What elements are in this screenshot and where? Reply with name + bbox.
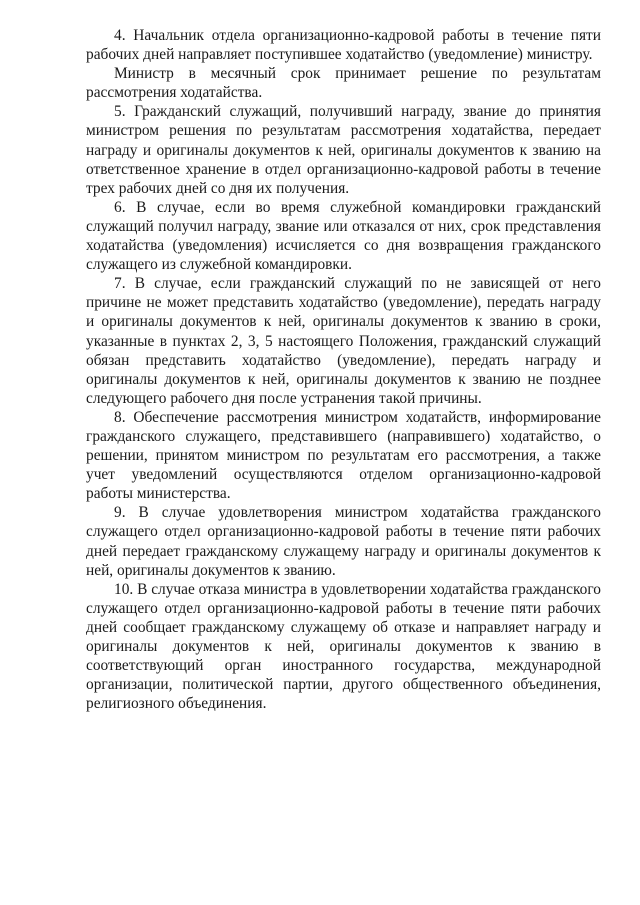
paragraph-5: 5. Гражданский служащий, получивший награду, звание до принятия министром решения по результатам рассмотрения ходатайства, передает награду и оригиналы документов к ней, оригиналы документов к званию на ответственное хранение в отдел организационно-кадровой работы в течение трех рабочих дней со дня их получения. [86, 103, 601, 197]
paragraph-6: 6. В случае, если во время служебной командировки гражданский служащий получил награду, звание или отказался от них, срок представления ходатайства (уведомления) исчисляется со дня возвращения гражданского служащего из служебной командировки. [86, 198, 601, 274]
paragraph-10: 10. В случае отказа министра в удовлетворении ходатайства гражданского служащего отдел организационно-кадровой работы в течение пяти рабочих дней сообщает гражданскому служащему об отказе и направляет награду и оригиналы документов к ней, оригиналы документов к званию в соответствующий орган иностранного государства, международной организации, политической партии, другого общественного объединения, религиозного объединения. [86, 580, 602, 713]
paragraph-4: 4. Начальник отдела организационно-кадровой работы в течение пяти рабочих дней направляет поступившее ходатайство (уведомление) министру. [86, 27, 601, 64]
paragraph-4-continued: Министр в месячный срок принимает решение по результатам рассмотрения ходатайства. [86, 65, 601, 102]
paragraph-8: 8. Обеспечение рассмотрения министром ходатайств, информирование гражданского служащего, представившего (направившего) ходатайство, о решении, принятом министром по результатам его рассмотрения, а также учет уведомлений осуществляются отделом организационно-кадровой работы министерства. [86, 408, 601, 503]
document-page [86, 26, 601, 713]
paragraph-9: 9. В случае удовлетворения министром ходатайства гражданского служащего отдел организационно-кадровой работы в течение пяти рабочих дней передает гражданскому служащему награду и оригиналы документов к ней, оригиналы документов к званию. [86, 504, 601, 579]
paragraph-7: 7. В случае, если гражданский служащий по не зависящей от него причине не может представить ходатайство (уведомление), передать награду и оригиналы документов к ней, оригиналы документов к званию в сроки, указанные в пунктах 2, 3, 5 настоящего Положения, гражданский служащий обязан представить ходатайство (уведомление), передать награду и оригиналы документов к ней, оригиналы документов к званию не позднее следующего рабочего дня после устранения такой причины. [86, 275, 601, 407]
